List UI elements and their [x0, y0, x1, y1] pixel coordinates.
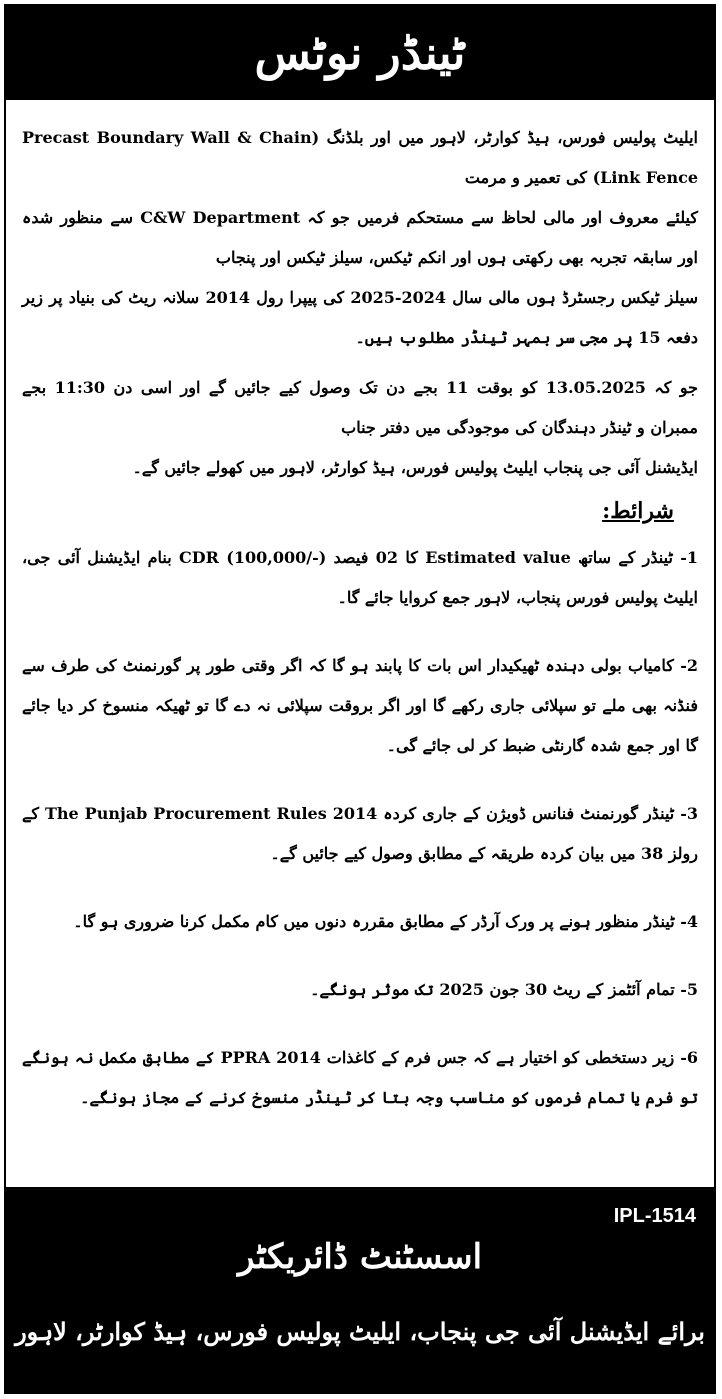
condition-item: 1- ٹینڈر کے ساتھ Estimated value کا 02 فیصد (-/100,000) CDR بنام ایڈیشنل آئی جی، ایلیٹ پولیس فورس پنجاب، لاہور جمع کروایا جائے گا۔ — [22, 548, 699, 607]
signatory-title: اسسٹنٹ ڈائریکٹر — [237, 1237, 483, 1277]
condition-number: 2 — [686, 656, 698, 675]
condition-item: 6- زیر دستخطی کو اختیار ہے کہ جس فرم کے کاغذات PPRA 2014 کے مطابق مکمل نہ ہونگے تو فرم یا تمام فرموں کو مناسب وجہ بتا کر ٹینڈر منسوخ کرنے کے مجاز ہونگے۔ — [22, 1048, 698, 1107]
schedule-line: ایڈیشنل آئی جی پنجاب ایلیٹ پولیس فورس، ہیڈ کوارٹر، لاہور میں کھولے جائیں گے۔ — [132, 458, 698, 477]
condition-item: 3- ٹینڈر گورنمنٹ فنانس ڈویژن کے جاری کردہ The Punjab Procurement Rules 2014 کے رولز 38 میں بیان کردہ طریقہ کے مطابق وصول کیے جائیں گے۔ — [22, 804, 699, 863]
condition-item: 2- کامیاب بولی دہندہ ٹھیکیدار اس بات کا پابند ہو گا کہ اگر وقتی طور پر گورنمنٹ کی طرف سے فنڈنہ بھی ملے تو سپلائی جاری رکھے گا اور اگر بروقت سپلائی نہ دے گا تو ٹھیکہ منسوخ کر دیا جائے گا اور جمع شدہ گارنٹی ضبط کر لی جائے گی۔ — [22, 656, 699, 755]
intro-line: سیلز ٹیکس رجسٹرڈ ہوں مالی سال 2024-2025 کی پیپرا رول 2014 سلانہ ریٹ کی بنیاد پر زیر دفعہ 15 پر مجی سر بمہر ٹینڈر مطلوب ہیں۔ — [22, 288, 698, 347]
condition-number: 4 — [686, 912, 698, 931]
condition-text: ٹینڈر کے ساتھ Estimated value کا 02 فیصد (-/100,000) CDR بنام ایڈیشنل آئی جی، ایلیٹ پولیس فورس پنجاب، لاہور جمع کروایا جائے گا۔ — [22, 548, 698, 607]
condition-number: 1 — [686, 548, 699, 567]
condition-item: 4- ٹینڈر منظور ہونے پر ورک آرڈر کے مطابق مقررہ دنوں میں کام مکمل کرنا ضروری ہو گا۔ — [73, 912, 698, 931]
intro-line: ایلیٹ پولیس فورس، ہیڈ کوارٹر، لاہور میں اور بلڈنگ (Precast Boundary Wall & Chain Link Fence) کی تعمیر و مرمت — [22, 128, 698, 187]
intro-line: کیلئے معروف اور مالی لحاظ سے مستحکم فرمیں جو کہ C&W Department سے منظور شدہ اور سابقہ تجربہ بھی رکھتی ہوں اور انکم ٹیکس، سیلز ٹیکس اور پنجاب — [22, 208, 698, 267]
condition-text: ٹینڈر منظور ہونے پر ورک آرڈر کے مطابق مقررہ دنوں میں کام مکمل کرنا ضروری ہو گا۔ — [73, 912, 675, 931]
signatory-office: برائے ایڈیشنل آئی جی پنجاب، ایلیٹ پولیس فورس، ہیڈ کوارٹر، لاہور — [15, 1317, 705, 1346]
notice-body — [6, 100, 714, 1190]
tender-notice — [4, 4, 716, 1394]
notice-header — [6, 6, 714, 100]
condition-text: ٹینڈر گورنمنٹ فنانس ڈویژن کے جاری کردہ The Punjab Procurement Rules 2014 کے رولز 38 میں بیان کردہ طریقہ کے مطابق وصول کیے جائیں گے۔ — [22, 804, 698, 863]
conditions-heading: شرائط: — [602, 498, 674, 524]
condition-text: کامیاب بولی دہندہ ٹھیکیدار اس بات کا پابند ہو گا کہ اگر وقتی طور پر گورنمنٹ کی طرف سے فنڈنہ بھی ملے تو سپلائی جاری رکھے گا اور اگر بروقت سپلائی نہ دے گا تو ٹھیکہ منسوخ کر دیا جائے گا اور جمع شدہ گارنٹی ضبط کر لی جائے گی۔ — [22, 656, 699, 755]
reference-number: IPL-1514 — [613, 1205, 696, 1227]
intro-paragraph — [22, 118, 698, 358]
notice-footer — [6, 1187, 714, 1392]
condition-number: 3 — [686, 804, 699, 823]
condition-item: 5- تمام آئٹمز کے ریٹ 30 جون 2025 تک موثر ہونگے۔ — [310, 980, 698, 999]
schedule-paragraph — [22, 368, 698, 488]
condition-text: تمام آئٹمز کے ریٹ 30 جون 2025 تک موثر ہونگے۔ — [310, 980, 675, 999]
condition-number: 6 — [686, 1048, 698, 1067]
notice-title: ٹینڈر نوٹس — [254, 26, 466, 80]
condition-text: زیر دستخطی کو اختیار ہے کہ جس فرم کے کاغذات PPRA 2014 کے مطابق مکمل نہ ہونگے تو فرم یا تمام فرموں کو مناسب وجہ بتا کر ٹینڈر منسوخ کرنے کے مجاز ہونگے۔ — [22, 1048, 698, 1107]
condition-number: 5 — [686, 980, 698, 999]
schedule-line: جو کہ 13.05.2025 کو بوقت 11 بجے دن تک وصول کیے جائیں گے اور اسی دن 11:30 بجے ممبران و ٹینڈر دہندگان کی موجودگی میں دفتر جناب — [22, 378, 699, 437]
